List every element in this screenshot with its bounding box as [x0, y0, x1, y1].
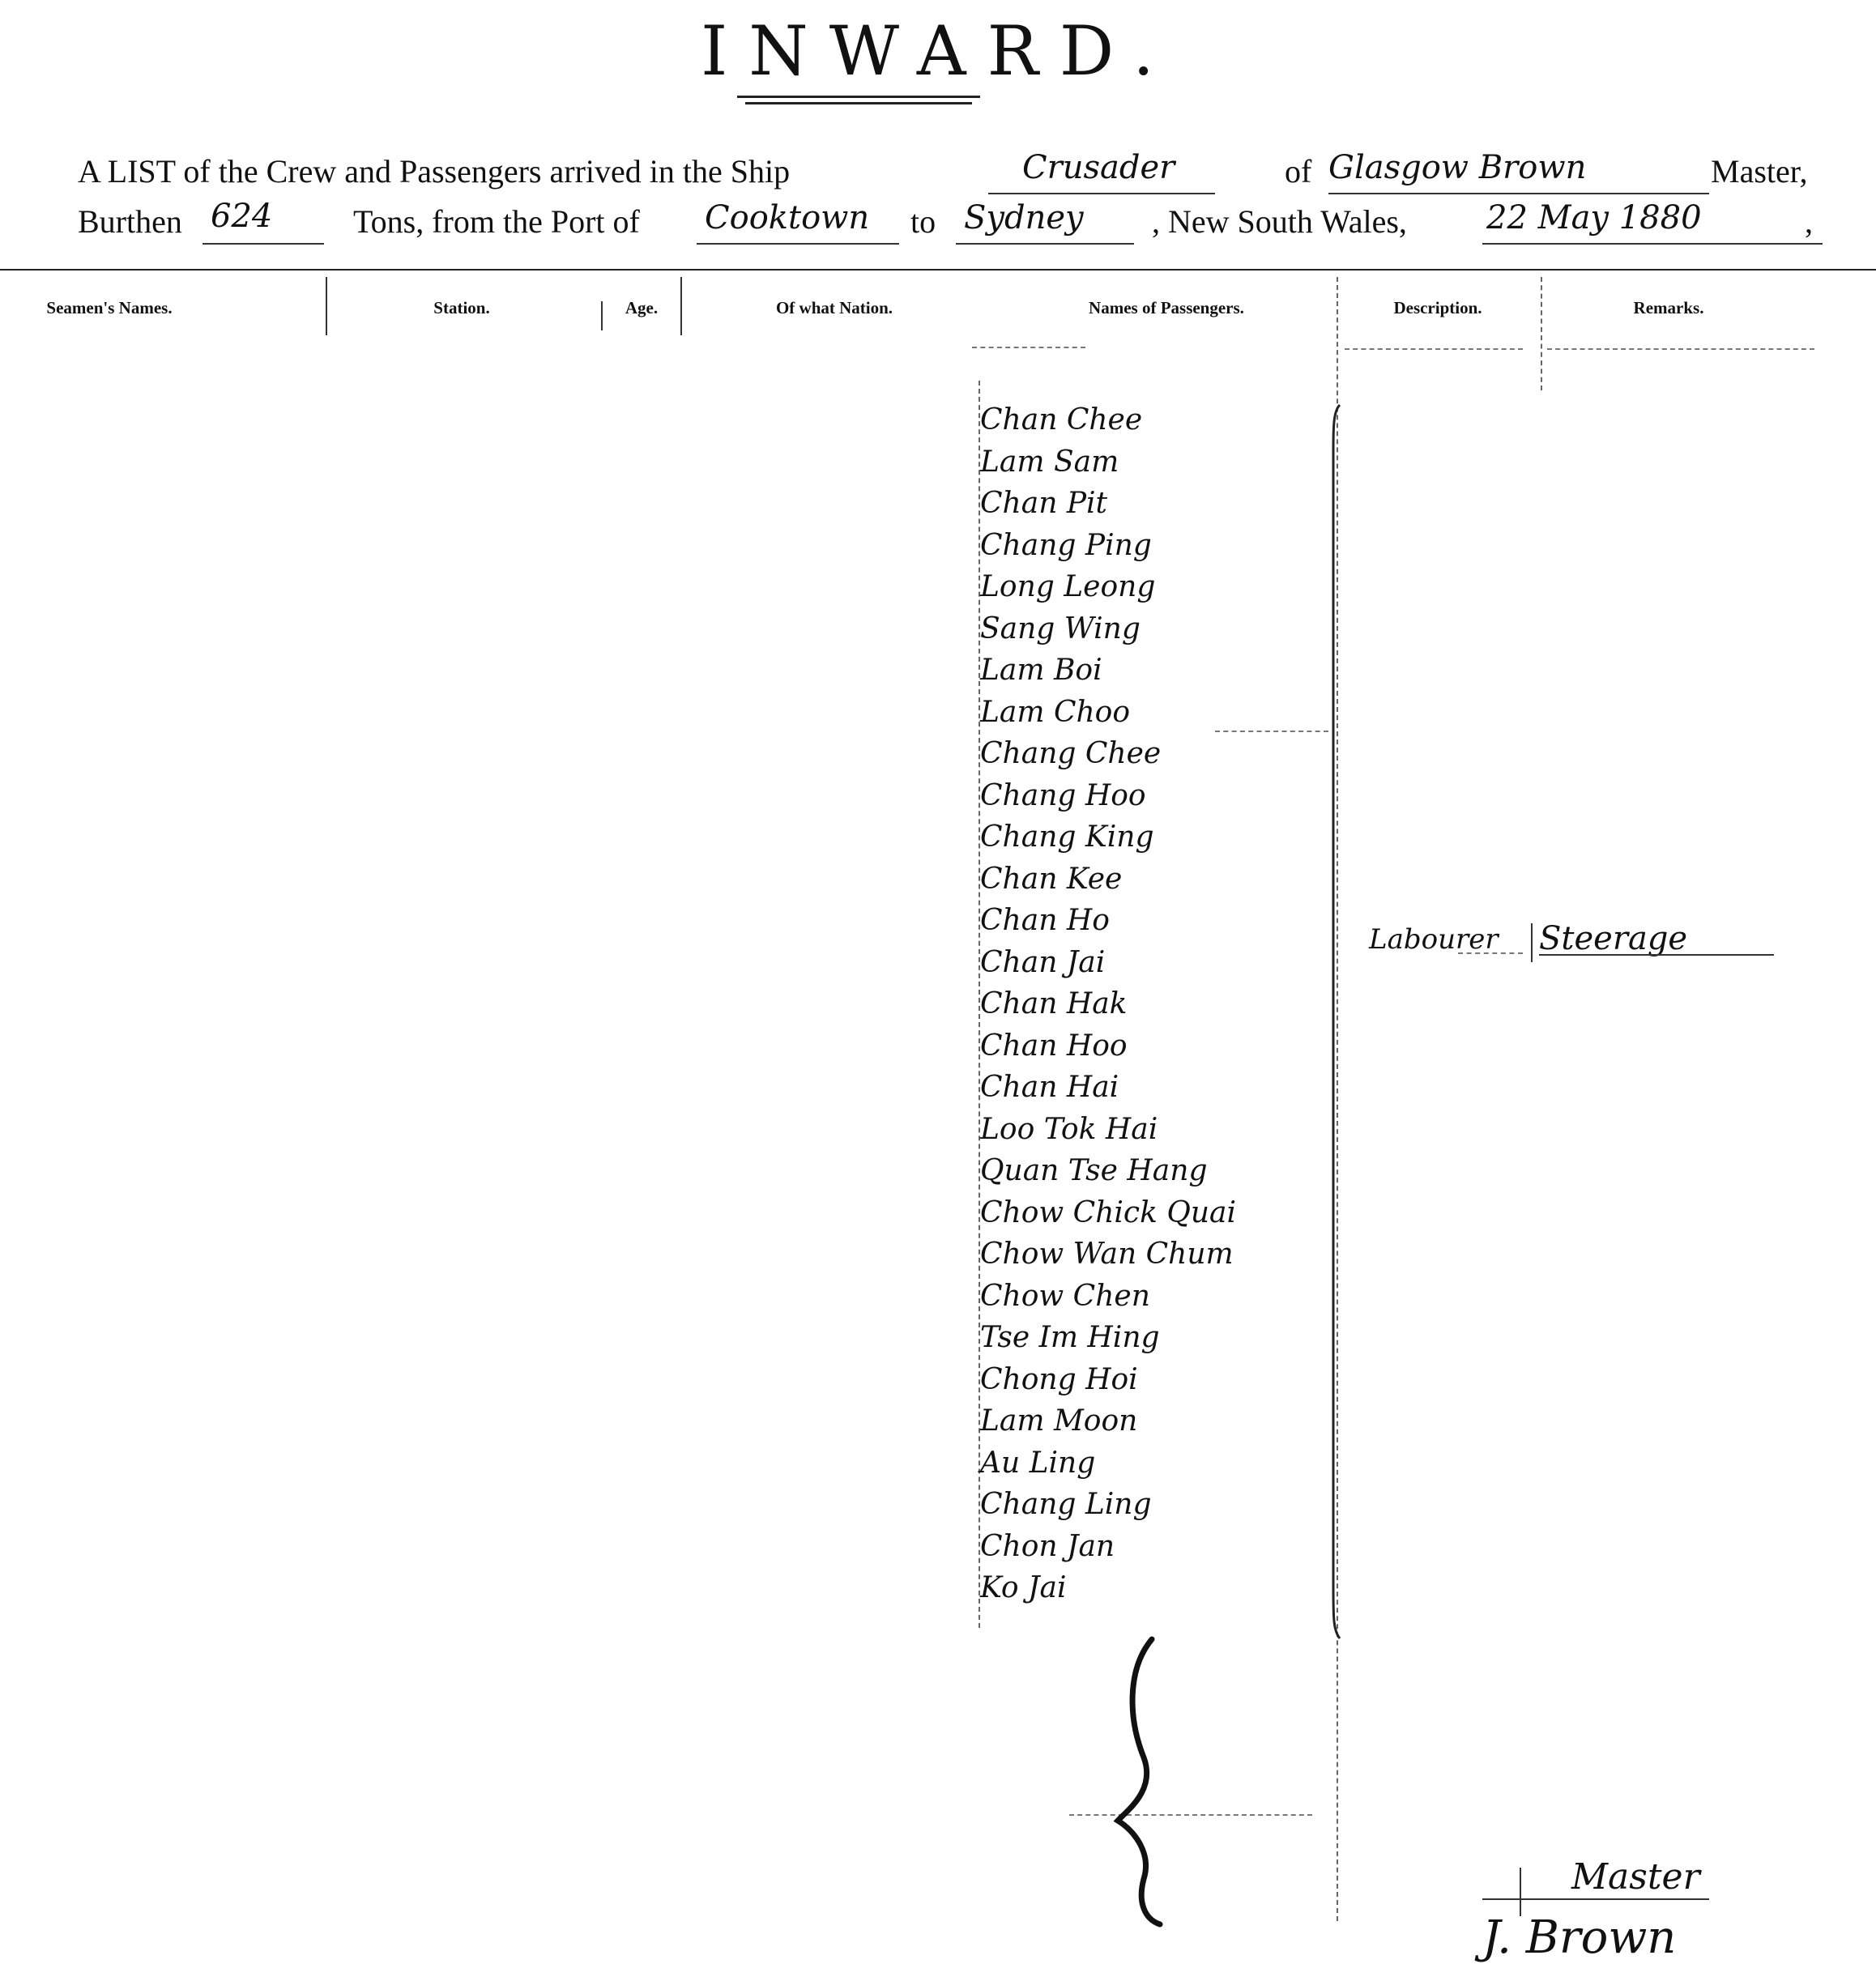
passenger-name: Sang Wing — [980, 612, 1141, 645]
port-rule — [697, 243, 899, 245]
passenger-name: Au Ling — [980, 1446, 1096, 1480]
burthen-value: 624 — [211, 198, 273, 235]
closing-brace — [1111, 1636, 1176, 1928]
passenger-name: Ko Jai — [980, 1571, 1067, 1604]
header-line-1-lead: A LIST of the Crew and Passengers arrived in the Ship — [78, 153, 791, 190]
bottom-dash — [1069, 1814, 1312, 1816]
date-rule — [1482, 243, 1823, 245]
passenger-name: Lam Choo — [980, 696, 1131, 729]
passenger-name: Chang Hoo — [980, 779, 1146, 812]
date-trailing-comma: , — [1805, 203, 1813, 240]
passenger-name: Chan Jai — [980, 946, 1106, 979]
ship-name: Crusader — [1022, 149, 1175, 186]
passenger-name: Chow Chick Quai — [980, 1196, 1237, 1229]
description-bracket — [1328, 403, 1348, 1642]
passenger-name: Loo Tok Hai — [980, 1113, 1158, 1146]
passenger-name: Chow Chen — [980, 1280, 1150, 1313]
passenger-name: Chan Chee — [980, 403, 1143, 437]
port-of-origin: Cooktown — [705, 199, 870, 236]
passenger-name: Chong Hoi — [980, 1363, 1138, 1396]
arrival-date: 22 May 1880 — [1486, 199, 1702, 236]
passenger-name: Lam Sam — [980, 445, 1119, 479]
colony-label: , New South Wales, — [1152, 203, 1407, 240]
description-value: Labourer — [1369, 923, 1499, 956]
remarks-rule — [1539, 954, 1774, 956]
subrule-description — [1345, 348, 1523, 350]
master-label: Master, — [1711, 153, 1808, 190]
col-divider-5 — [1541, 277, 1542, 390]
passenger-name: Chang King — [980, 820, 1154, 854]
subrule-remarks — [1547, 348, 1814, 350]
passenger-name: Chan Hak — [980, 987, 1128, 1020]
master-signature: Master — [1571, 1856, 1700, 1898]
destination-port: Sydney — [964, 199, 1084, 236]
col-seamens-names: Seamen's Names. — [46, 298, 173, 317]
remarks-value: Steerage — [1539, 920, 1688, 957]
col-description: Description. — [1393, 298, 1482, 317]
document-title: INWARD. — [701, 11, 1175, 91]
title-underline-2 — [745, 102, 972, 104]
passenger-name: Chan Ho — [980, 904, 1110, 937]
tons-from-port-label: Tons, from the Port of — [353, 203, 640, 240]
passenger-name: Chow Wan Chum — [980, 1238, 1234, 1271]
passenger-name: Chang Ping — [980, 529, 1152, 562]
col-divider-1 — [326, 277, 327, 335]
passenger-name: Chang Chee — [980, 737, 1162, 770]
passenger-name: Chan Kee — [980, 863, 1123, 896]
col-nation: Of what Nation. — [775, 298, 893, 317]
col-passenger-names: Names of Passengers. — [1089, 298, 1244, 317]
passenger-name: Chon Jan — [980, 1530, 1115, 1563]
passenger-name: Chan Hoo — [980, 1029, 1128, 1063]
burthen-label: Burthen — [78, 203, 182, 240]
signature-rule — [1482, 1898, 1709, 1900]
col-divider-2 — [601, 301, 603, 330]
ship-origin-and-master: Glasgow Brown — [1328, 149, 1587, 186]
passenger-name: Chang Ling — [980, 1488, 1152, 1521]
passenger-name: Long Leong — [980, 570, 1156, 603]
col-age: Age. — [625, 298, 659, 317]
signature-tick — [1520, 1868, 1521, 1916]
col-station: Station. — [433, 298, 490, 317]
burthen-rule — [203, 243, 324, 245]
col-divider-3 — [680, 277, 682, 335]
title-underline — [737, 96, 980, 98]
ship-name-rule — [988, 193, 1215, 194]
passenger-name: Quan Tse Hang — [980, 1154, 1208, 1187]
passenger-name: Chan Hai — [980, 1071, 1119, 1104]
subrule-passengers — [972, 347, 1085, 348]
col-remarks: Remarks. — [1633, 298, 1704, 317]
origin-master-rule — [1328, 193, 1709, 194]
destination-rule — [956, 243, 1134, 245]
header-rule — [0, 269, 1876, 271]
header-of-label: of — [1285, 153, 1312, 190]
passenger-name: Tse Im Hing — [980, 1321, 1160, 1354]
passenger-name: Chan Pit — [980, 487, 1108, 520]
mid-dash-1 — [1215, 731, 1328, 732]
to-label: to — [910, 203, 936, 240]
passenger-name: Lam Boi — [980, 654, 1102, 687]
bottom-signature: J. Brown — [1482, 1911, 1677, 1964]
remarks-tick — [1531, 923, 1533, 962]
passenger-name: Lam Moon — [980, 1404, 1138, 1438]
